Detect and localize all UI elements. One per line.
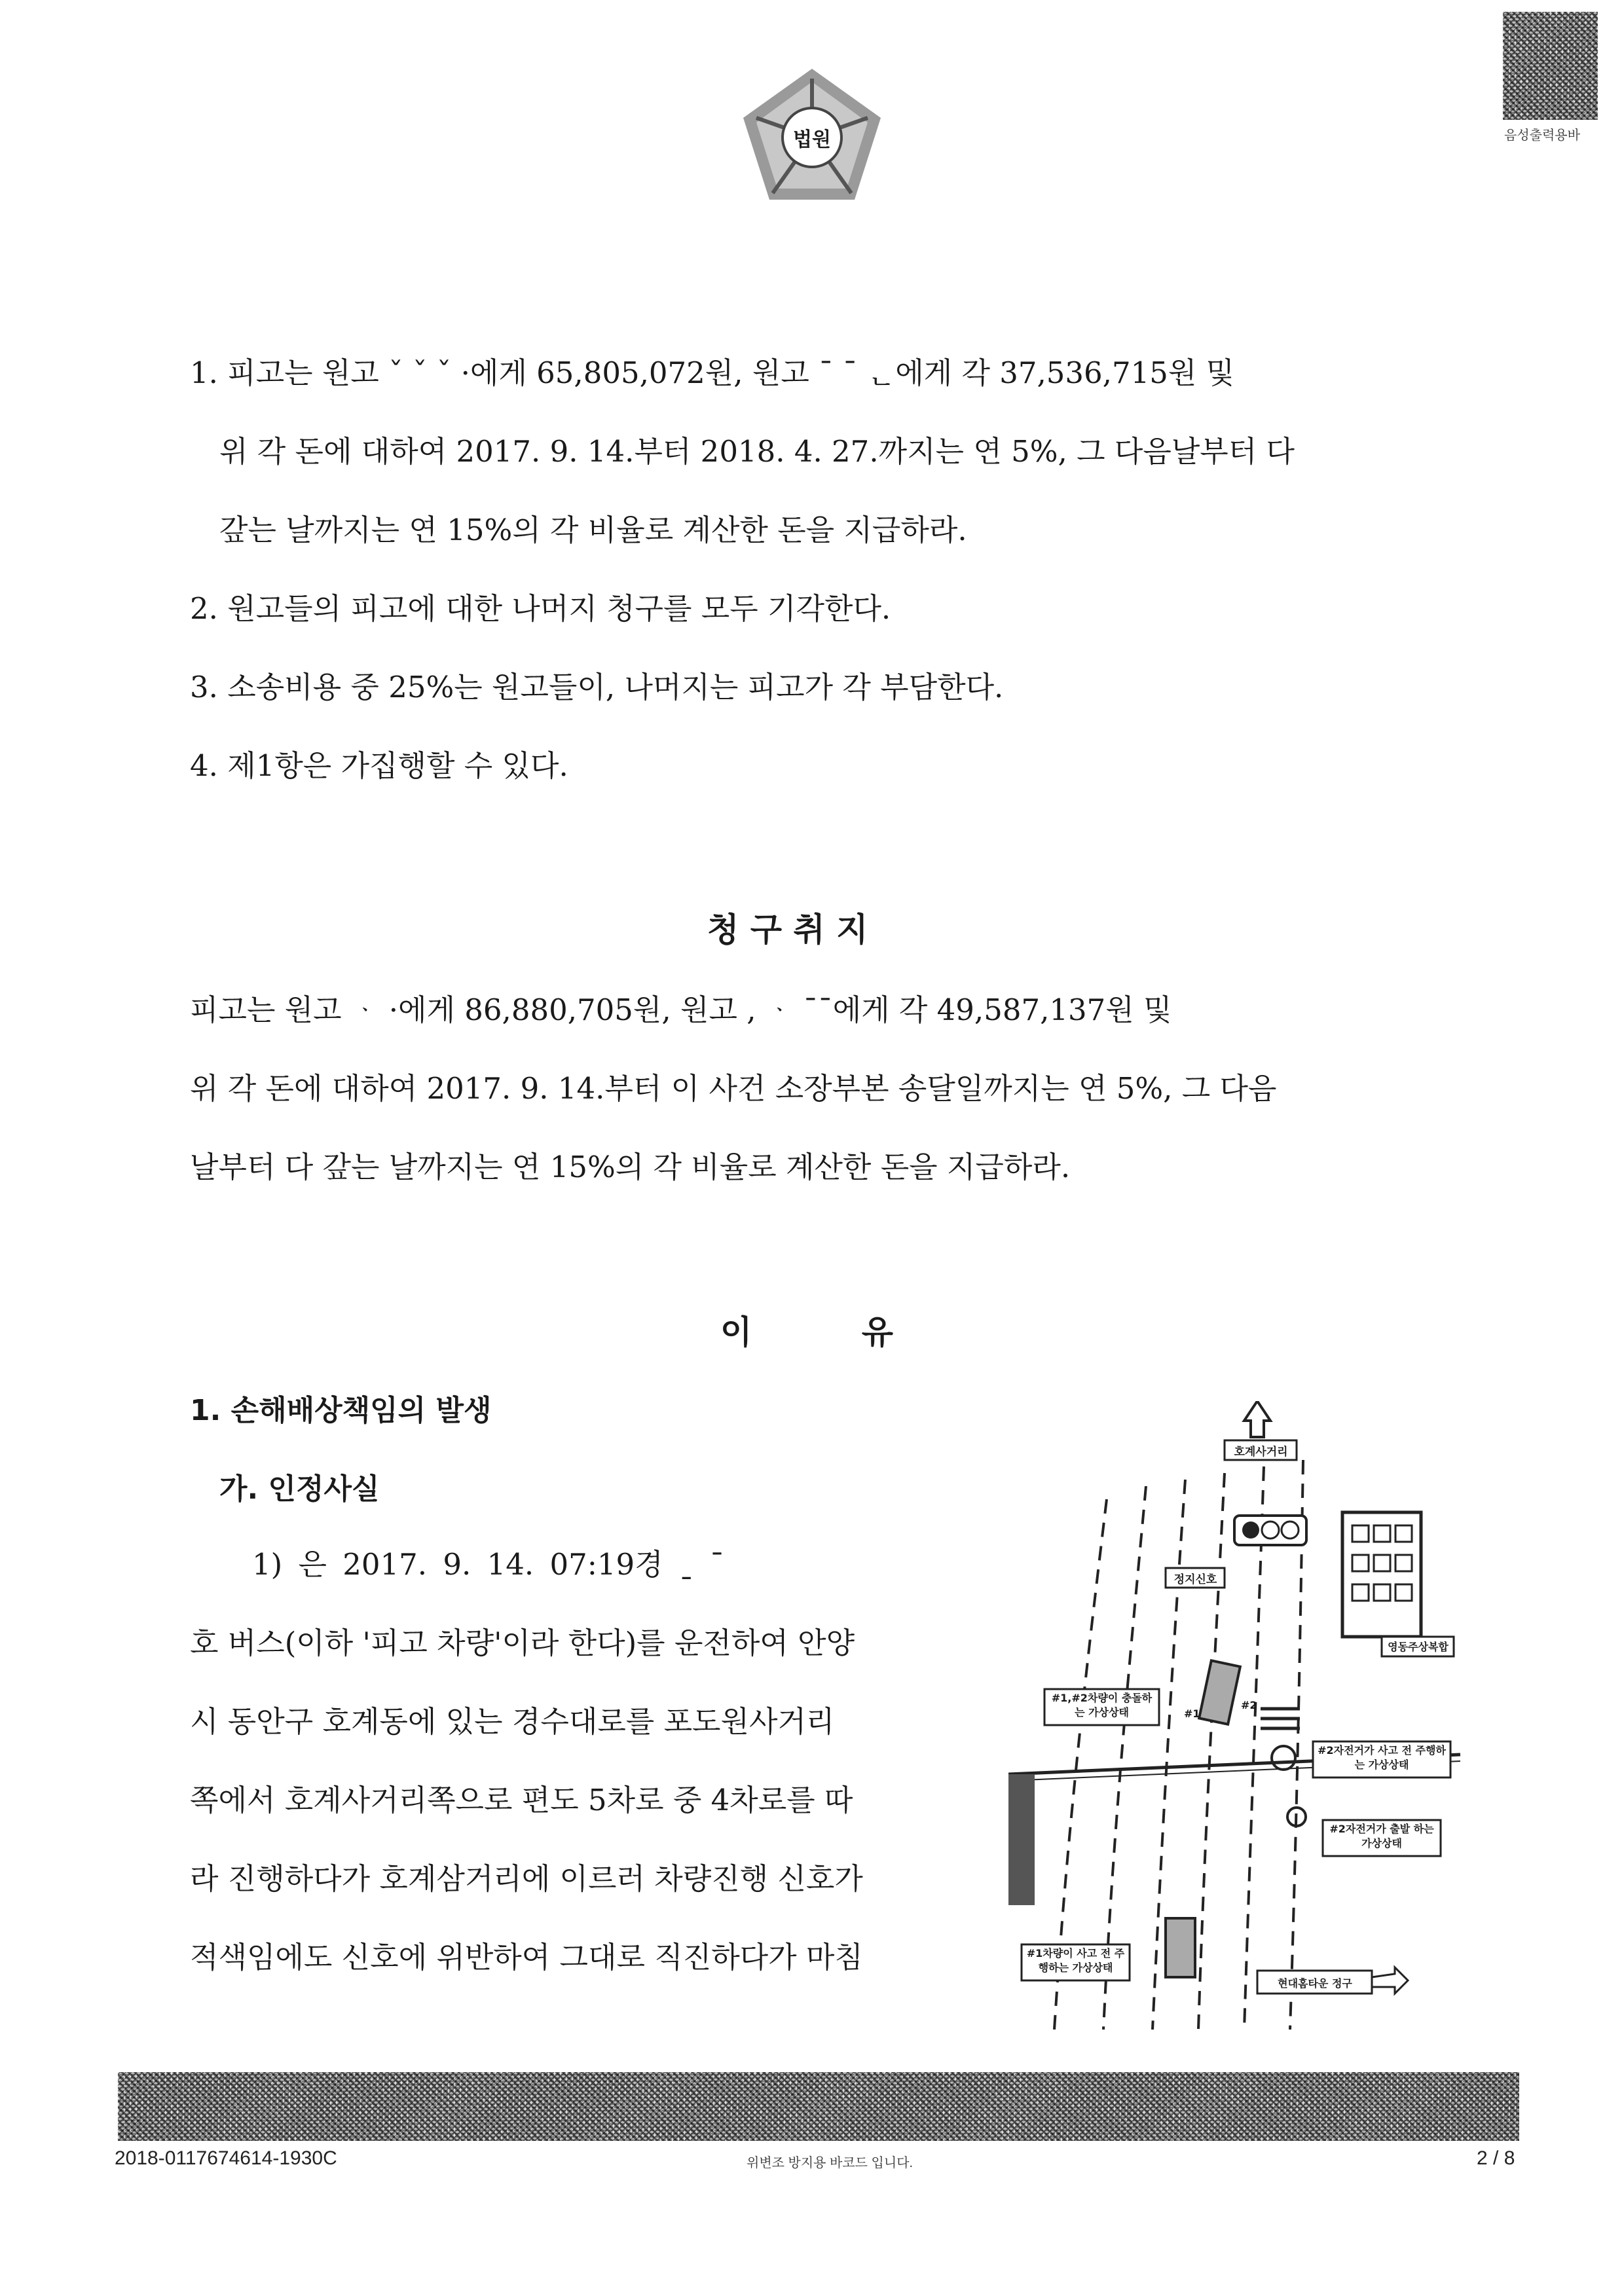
- claim-line3: 날부터 다 갚는 날까지는 연 15%의 각 비율로 계산한 돈을 지급하라.: [190, 1150, 1071, 1184]
- north-arrow-icon: [1244, 1401, 1270, 1437]
- label-signal: 정지신호: [1173, 1573, 1217, 1586]
- label-bicycle-before: #2자전거가 사고 전 주행하는 가상상태: [1318, 1744, 1446, 1771]
- qr-caption: 음성출력용바: [1504, 128, 1580, 143]
- label-collision: #1,#2차량이 충돌하는 가상상태: [1051, 1692, 1153, 1719]
- label-building: 영동주상복합: [1388, 1641, 1449, 1653]
- qr-code: [1503, 12, 1598, 120]
- ruling-item3: 3. 소송비용 중 25%는 원고들이, 나머지는 피고가 각 부담한다.: [190, 670, 1004, 704]
- reasons-title: 이 유: [720, 1313, 894, 1351]
- label-vehicle-before: #1차량이 사고 전 주행하는 가상상태: [1026, 1947, 1125, 1974]
- reasons-p6: 적색임에도 신호에 위반하여 그대로 직진하다가 마침: [190, 1940, 863, 1975]
- ruling-item1-line3: 갚는 날까지는 연 15%의 각 비율로 계산한 돈을 지급하라.: [219, 513, 967, 547]
- page-number: 2 / 8: [1477, 2147, 1515, 2169]
- label-hogye: 호계사거리: [1234, 1446, 1288, 1459]
- building-icon: [1342, 1512, 1421, 1637]
- marker-1: #1: [1184, 1707, 1200, 1720]
- bus-icon-collision: [1199, 1660, 1240, 1724]
- direction-arrow-icon: [1372, 1967, 1408, 1994]
- subsection-heading: 가. 인정사실: [219, 1472, 380, 1506]
- ruling-item2: 2. 원고들의 피고에 대한 나머지 청구를 모두 기각한다.: [190, 591, 891, 626]
- reasons-p5: 라 진행하다가 호계삼거리에 이르러 차량진행 신호가: [190, 1861, 863, 1896]
- reasons-p3: 시 동안구 호계동에 있는 경수대로를 포도원사거리: [190, 1704, 835, 1739]
- reasons-p1: 1) 은 2017. 9. 14. 07:19경 ˍ ˉ: [252, 1547, 725, 1582]
- claim-line1: 피고는 원고 ᆞ ·에게 86,880,705원, 원고 , ᆞ ˉˉ에게 각 49,587,137원 및: [190, 993, 1172, 1027]
- reasons-p2: 호 버스(이하 '피고 차량'이라 한다)를 운전하여 안양: [190, 1626, 855, 1660]
- barcode-caption: 위변조 방지용 바코드 입니다.: [747, 2156, 913, 2170]
- emblem-text: 법원: [793, 128, 831, 151]
- reasons-p4: 쪽에서 호계사거리쪽으로 편도 5차로 중 4차로를 따: [190, 1783, 853, 1817]
- bus-icon-before: [1166, 1918, 1195, 1977]
- label-bicycle-start: #2자전거가 출발 하는 가상상태: [1329, 1823, 1434, 1850]
- ruling-item1-line2: 위 각 돈에 대하여 2017. 9. 14.부터 2018. 4. 27.까지는 연 5%, 그 다음날부터 다: [219, 434, 1295, 469]
- ruling-item1-line1: 1. 피고는 원고 ˇ ˇ ˇ ·에게 65,805,072원, 원고 ˉ ˉ ᆫ에게 각 37,536,715원 및: [190, 355, 1235, 390]
- document-id: 2018-0117674614-1930C: [115, 2147, 337, 2169]
- anti-forgery-barcode: [118, 2072, 1519, 2141]
- accident-diagram: [1008, 1401, 1467, 2030]
- claim-title: 청 구 취 지: [707, 911, 868, 949]
- marker-2: #2: [1241, 1699, 1257, 1711]
- bicycle-icon: [1272, 1746, 1295, 1770]
- label-hyundai: 현대홈타운 정구: [1278, 1977, 1352, 1990]
- court-emblem: [727, 52, 897, 223]
- claim-line2: 위 각 돈에 대하여 2017. 9. 14.부터 이 사건 소장부본 송달일까지는 연 5%, 그 다음: [190, 1071, 1277, 1106]
- ruling-item4: 4. 제1항은 가집행할 수 있다.: [190, 748, 568, 783]
- section-1-heading: 1. 손해배상책임의 발생: [190, 1394, 492, 1427]
